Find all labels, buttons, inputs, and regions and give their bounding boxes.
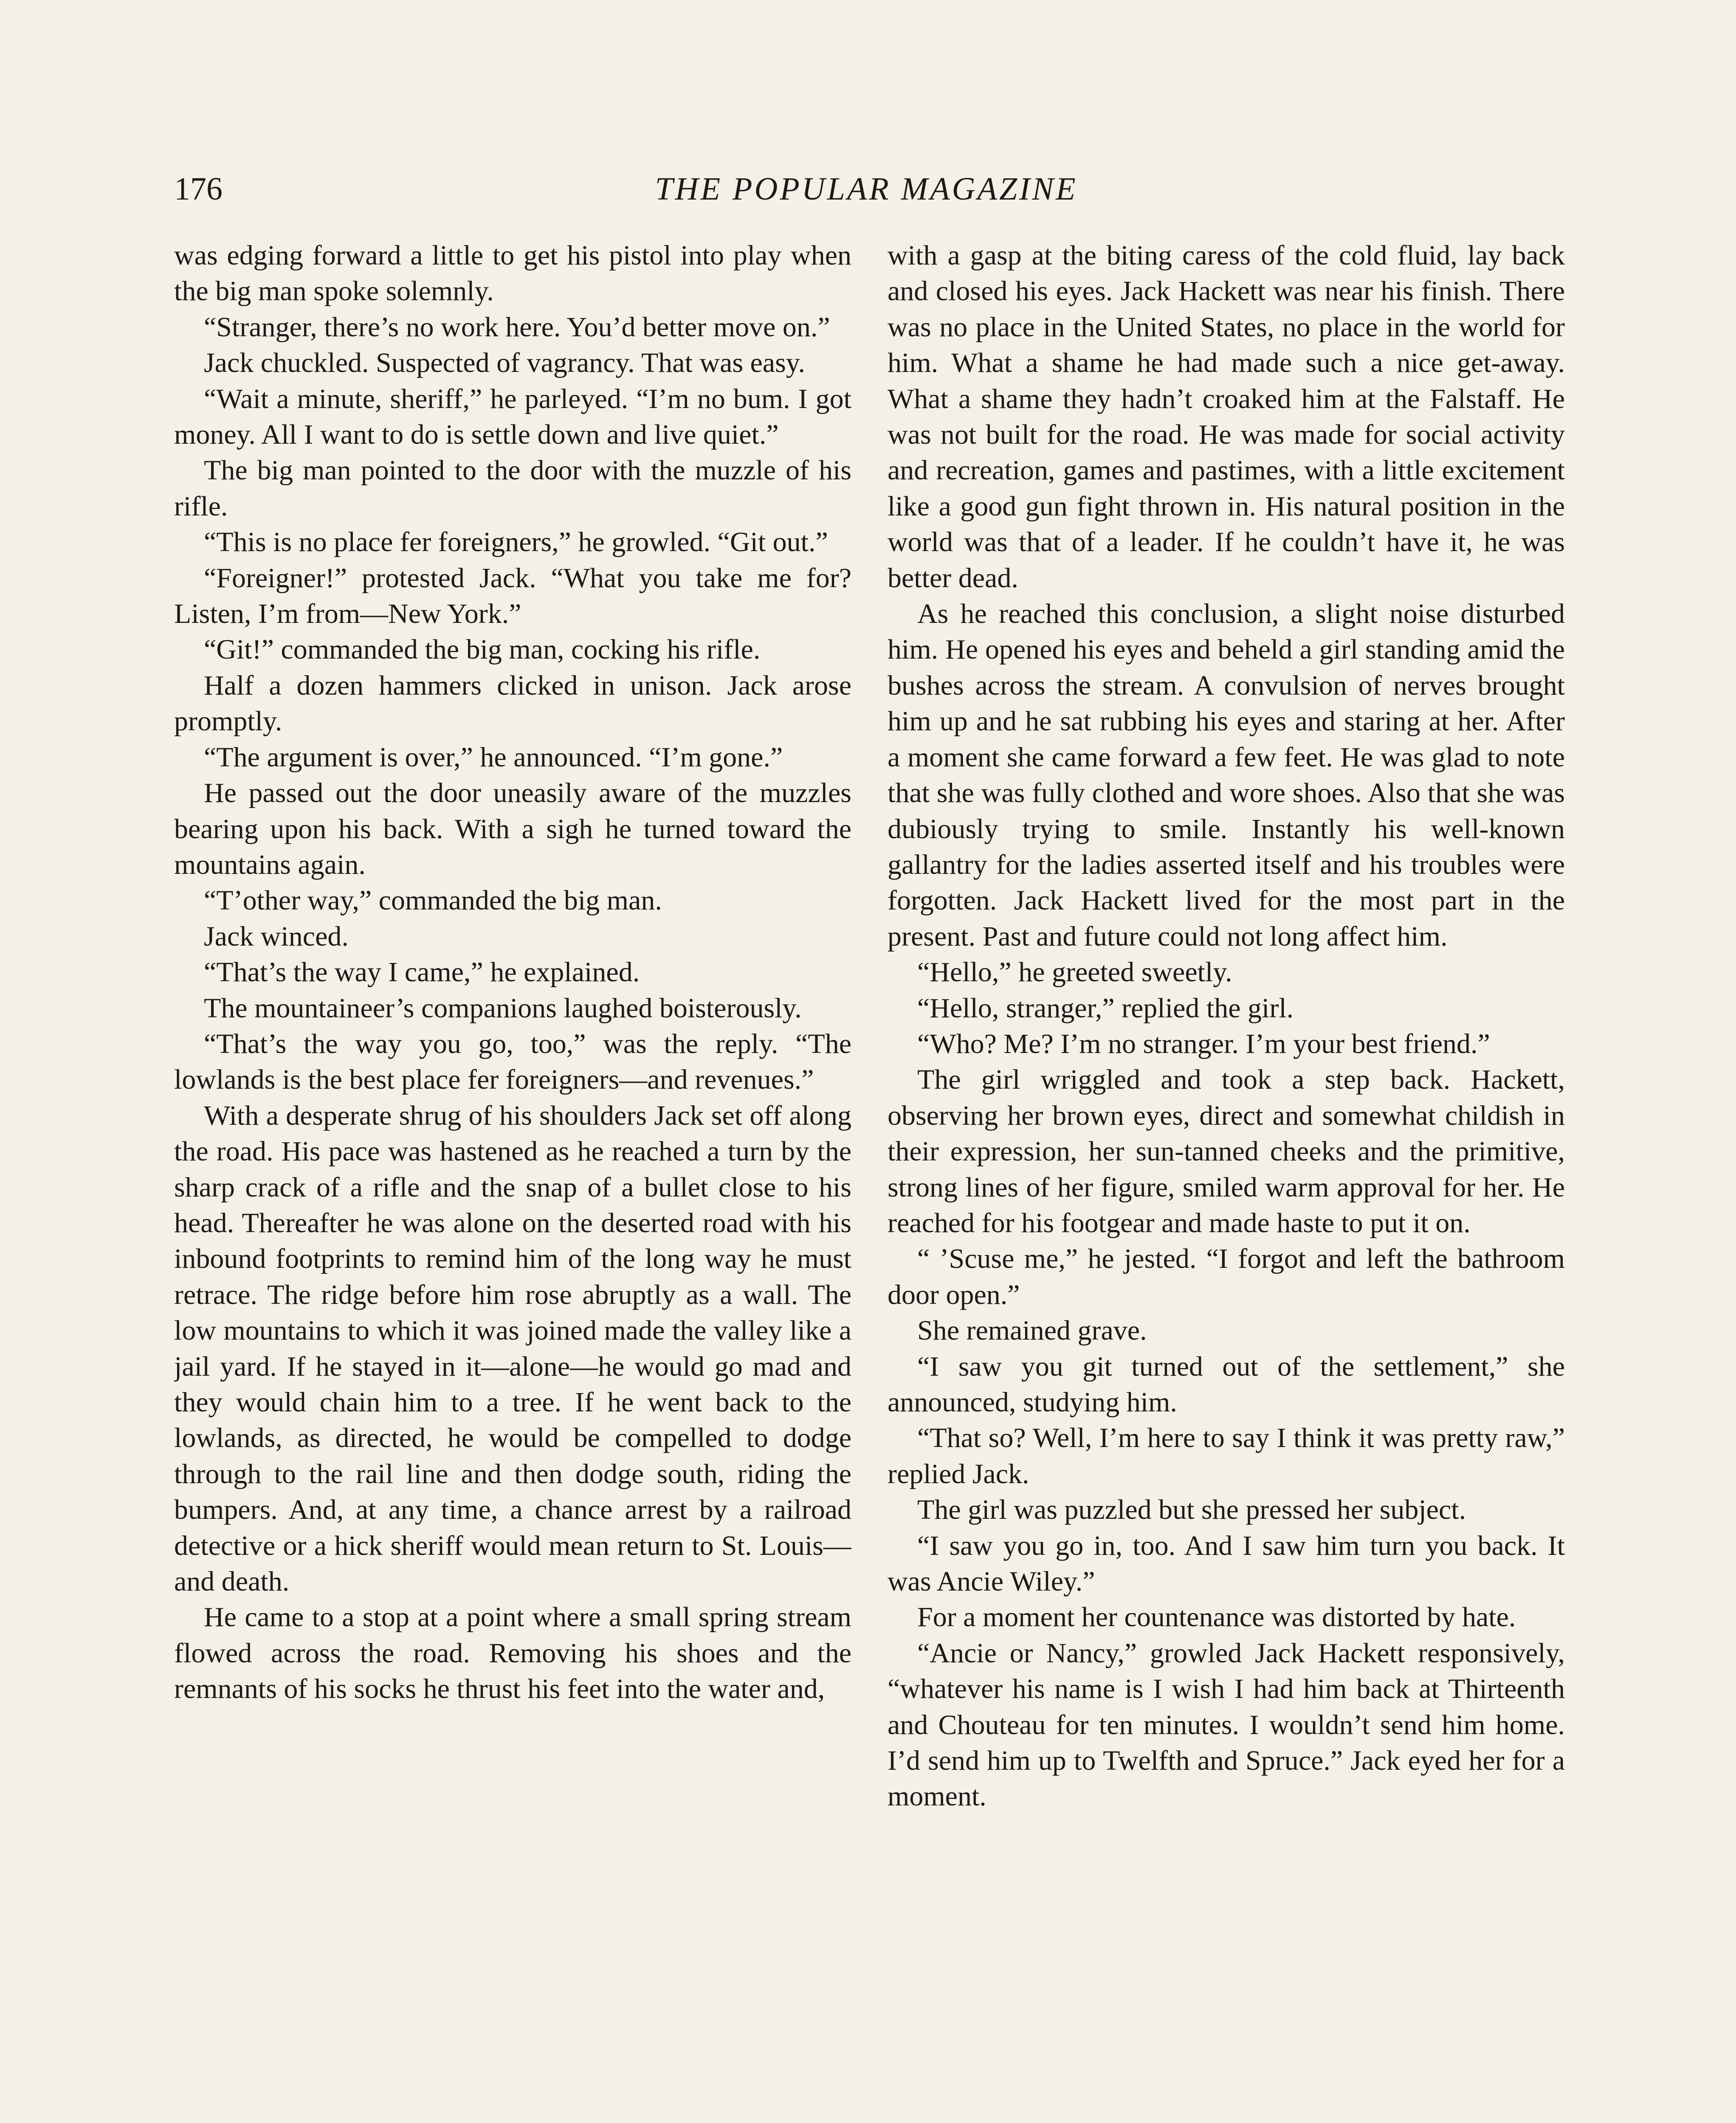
page-number: 176 — [174, 171, 223, 207]
paragraph: The mountaineer’s companions laughed boisterously. — [204, 992, 802, 1024]
paragraph: For a moment her countenance was distorted by hate. — [917, 1602, 1516, 1633]
paragraph: “Who? Me? I’m no stranger. I’m your best friend.” — [917, 1028, 1490, 1059]
paragraph: “That’s the way you go, too,” was the reply. “The lowlands is the best place fer foreigners—and revenues.” — [174, 1028, 851, 1095]
paragraph: As he reached this conclusion, a slight noise disturbed him. He opened his eyes and beheld a girl standing amid the bushes across the stream. A convulsion of nerves brought him up and he sat rubbing his eyes and staring at her. After a moment she came forward a few feet. He was glad to note that she was fully clothed and wore shoes. Also that she was dubiously trying to smile. Instantly his well-known gallantry for the ladies asserted itself and his troubles were forgotten. Jack Hackett lived for the most part in the present. Past and future could not long affect him. — [888, 598, 1565, 952]
paragraph: “This is no place fer foreigners,” he growled. “Git out.” — [204, 527, 828, 558]
paragraph: was edging forward a little to get his pistol into play when the big man spoke solemnly. — [174, 240, 851, 307]
paragraph: The girl wriggled and took a step back. Hackett, observing her brown eyes, direct and somewhat childish in their expression, her sun-tanned cheeks and the primitive, strong lines of her figure, smiled warm approval for her. He reached for his footgear and made haste to put it on. — [888, 1064, 1565, 1239]
paragraph: Jack winced. — [204, 921, 349, 952]
left-column — [174, 238, 851, 2123]
paragraph: with a gasp at the biting caress of the cold fluid, lay back and closed his eyes. Jack Hackett was near his finish. There was no place in the United States, no place in the world for him. What a shame he had made such a nice get-away. What a shame they hadn’t croaked him at the Falstaff. He was not built for the road. He was made for social activity and recreation, games and pastimes, with a little excitement like a good gun fight thrown in. His natural position in the world was that of a leader. If he couldn’t have it, he was better dead. — [888, 240, 1565, 594]
paragraph: She remained grave. — [917, 1315, 1147, 1346]
paragraph: “Wait a minute, sheriff,” he parleyed. “I’m no bum. I got money. All I want to do is settle down and live quiet.” — [174, 383, 851, 451]
paragraph: “The argument is over,” he announced. “I’m gone.” — [204, 741, 783, 773]
paragraph: “I saw you go in, too. And I saw him turn you back. It was Ancie Wiley.” — [888, 1530, 1565, 1597]
paragraph: The big man pointed to the door with the muzzle of his rifle. — [174, 455, 851, 522]
paragraph: “Stranger, there’s no work here. You’d better move on.” — [204, 311, 830, 343]
paragraph: “Ancie or Nancy,” growled Jack Hackett responsively, “whatever his name is I wish I had him back at Thirteenth and Chouteau for ten minutes. I wouldn’t send him home. I’d send him up to Twelfth and Spruce.” Jack eyed her for a moment. — [888, 1637, 1565, 1812]
paragraph: “Git!” commanded the big man, cocking his rifle. — [204, 634, 761, 665]
paragraph: He passed out the door uneasily aware of the muzzles bearing upon his back. With a sigh he turned toward the mountains again. — [174, 777, 851, 880]
right-column — [888, 238, 1565, 2123]
paragraph: “Hello,” he greeted sweetly. — [917, 957, 1232, 988]
paragraph: With a desperate shrug of his shoulders Jack set off along the road. His pace was hastened as he reached a turn by the sharp crack of a rifle and the snap of a bullet close to his head. Thereafter he was alone on the deserted road with his inbound footprints to remind him of the long way he must retrace. The ridge before him rose abruptly as a wall. The low mountains to which it was joined made the valley like a jail yard. If he stayed in it—alone—he would go mad and they would chain him to a tree. If he went back to the lowlands, as directed, he would be compelled to dodge through to the rail line and then dodge south, riding the bumpers. And, at any time, a chance arrest by a railroad detective or a hick sheriff would mean return to St. Louis—and death. — [174, 1100, 851, 1597]
paragraph: “T’other way,” commanded the big man. — [204, 885, 662, 916]
page-header — [174, 166, 1558, 212]
paragraph: “That so? Well, I’m here to say I think it was pretty raw,” replied Jack. — [888, 1422, 1565, 1489]
paragraph: He came to a stop at a point where a small spring stream flowed across the road. Removing his shoes and the remnants of his socks he thrust his feet into the water and, — [174, 1602, 851, 1705]
paragraph: Jack chuckled. Suspected of vagrancy. That was easy. — [204, 347, 806, 379]
paragraph: Half a dozen hammers clicked in unison. Jack arose promptly. — [174, 670, 851, 737]
paragraph: “ ’Scuse me,” he jested. “I forgot and left the bathroom door open.” — [888, 1243, 1565, 1310]
paragraph: The girl was puzzled but she pressed her subject. — [917, 1494, 1466, 1526]
paragraph: “Foreigner!” protested Jack. “What you take me for? Listen, I’m from—New York.” — [174, 562, 851, 630]
paragraph: “Hello, stranger,” replied the girl. — [917, 992, 1294, 1024]
paragraph: “That’s the way I came,” he explained. — [204, 957, 640, 988]
paragraph: “I saw you git turned out of the settlement,” she announced, studying him. — [888, 1351, 1565, 1418]
running-title: THE POPULAR MAGAZINE — [655, 171, 1078, 207]
